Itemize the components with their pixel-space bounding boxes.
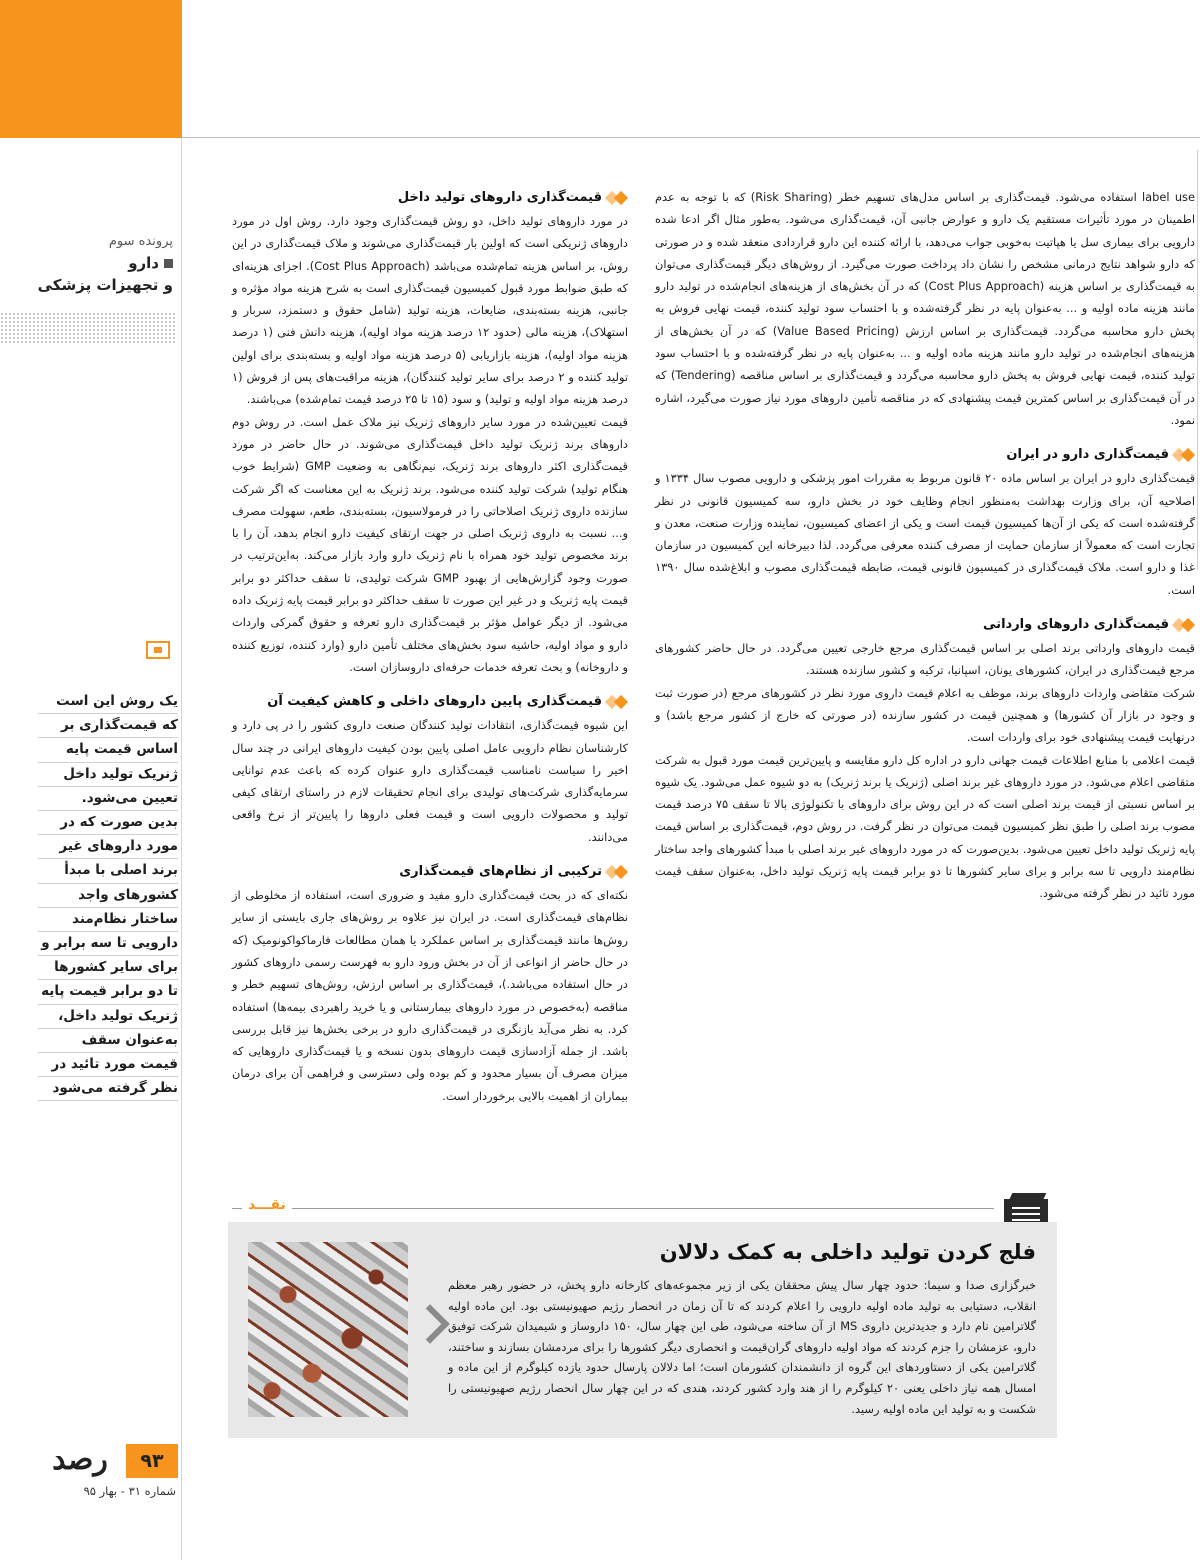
pull-quote-line: برای سایر کشورها [38,956,178,980]
body-paragraph: label use استفاده می‌شود. قیمت‌گذاری بر اساس مدل‌های تسهیم خطر (Risk Sharing) که با توجه به عدم اطمینان در مورد تأثیرات مستقیم یک دارو و عوارض جانبی آن، قیمت‌گذاری می‌شود. به‌طور مثال اگر ادعا شده دارویی برای بیماری سل یا هپاتیت به‌خوبی جواب می‌دهد، با ارائه کننده این دارو قراردادی منعقد شده و در صورتی که دارو شواهد نتایج درمانی مشخص را نشان داد پرداخت صورت می‌گیرد. از روش‌های دیگر قیمت‌گذاری می‌توان به قیمت‌گذاری بر اساس هزینه (Cost Plus Approach) که در آن بخش‌های از هزینه‌های انجام‌شده در تولید دارو مانند هزینه ماده اولیه و ... به‌عنوان پایه در نظر گرفته‌شده و با احتساب سود تولید کننده، قیمت نهایی فروش به پخش دارو محاسبه می‌گردد. قیمت‌گذاری بر اساس ارزش (Value Based Pricing) که در آن بخش‌های از هزینه‌های انجام‌شده در تولید دارو مانند هزینه ماده اولیه و ... به‌عنوان پایه در نظر گرفته‌شده و با احتساب سود تولید کننده، قیمت نهایی فروش به پخش دارو محاسبه می‌گردد و قیمت‌گذاری بر اساس مناقصه (Tendering) که در آن قیمت‌گذاری بر اساس کمترین قیمت پیشنهادی که در مناقصه تأمین داروهای مورد نیاز صورت می‌گیرد، اشاره نمود. [655,190,1195,427]
pull-quote-line: کشورهای واجد [38,884,178,908]
pull-quote-line: تعیین می‌شود. [38,787,178,811]
section-heading [655,613,1195,637]
dossier-label [20,232,173,296]
header-rule [182,137,1200,138]
body-paragraph: نکته‌ای که در بحث قیمت‌گذاری دارو مفید و ضروری است، استفاده از مخلوطی از نظام‌های قیمت‌گذاری است. در ایران نیز علاوه بر روش‌های جاری بایستی از سایر روش‌ها مانند قیمت‌گذاری بر اساس عملکرد یا همان مطالعات فارماکواکونومیک (که در حال حاضر از انواعی از آن در بخش ورود دارو به فهرست رسمی داروهای کشور در حال استفاده می‌باشد.)، قیمت‌گذاری بر اساس ارزش، روش‌های تسهیم خطر و مناقصه (به‌خصوص در مورد داروهای بیمارستانی و یا خرید راهبردی بیمه‌ها) استفاده کرد. به نظر می‌آید بازنگری در قیمت‌گذاری دارو در برخی بخش‌ها نیز قابل بررسی باشد. از جمله آزادسازی قیمت داروهای بدون نسخه و یا قیمت‌گذاری داروهایی که میزان مصرف آن بسیار محدود و کم بوده ولی دسترسی و فراهمی آن برای درمان بیماران از اهمیت بالایی برخوردار است. [232,888,628,1103]
section-heading [655,443,1195,467]
square-icon [164,259,173,268]
section-heading-text: قیمت‌گذاری داروهای تولید داخل [397,190,602,205]
critique-label: نقـــد [242,1197,292,1213]
sidebar-rule [181,138,182,1560]
section-heading-text: قیمت‌گذاری داروهای وارداتی [983,617,1169,633]
pull-quote [38,690,178,1101]
pull-quote-line: تا دو برابر قیمت پایه [38,980,178,1004]
pull-quote-line: دارویی تا سه برابر و [38,932,178,956]
article-column-right [655,186,1195,905]
margin-rule [1197,150,1198,570]
diamond-bullet-icon [1173,619,1195,631]
body-paragraph: قیمت تعیین‌شده در مورد سایر داروهای ژنریک نیز ملاک عمل است. در روش دوم داروهای برند ژنریک تولید داخل قیمت‌گذاری می‌شوند. در حال حاضر در مورد قیمت‌گذاری اکثر داروهای برند ژنریک، نیم‌نگاهی به وضعیت GMP (شرایط خوب هنگام تولید) شرکت تولید کننده می‌شود. برند ژنریک به این معناست که اگر شرکت سازنده داروی ژنریک اصلاحاتی را در فرمولاسیون، بسته‌بندی، طعم، سهولت مصرف و... نسبت به داروی ژنریک اصلی در جهت ارتقای کیفیت دارو انجام بدهد، آن را با برند مخصوص تولید خود همراه با نام ژنریک دارو وارد بازار می‌کند. به‌این‌ترتیب در صورت وجود گزارش‌هایی از بهبود GMP شرکت تولیدی، تا سقف حداکثر دو برابر قیمت پایه ژنریک و در غیر این صورت تا سقف حداکثر دو برابر قیمت پایه ژنریک داده می‌شود. از دیگر عوامل مؤثر بر قیمت‌گذاری دارو تعرفه و حقوق گمرکی واردات دارو و مواد اولیه، حاشیه سود بخش‌های مختلف تأمین دارو (وارد کننده، توزیع کننده و داروخانه) و بحث تعرفه خدمات حرفه‌ای داروسازان است. [232,414,628,674]
diamond-bullet-icon [1173,449,1195,461]
dossier-kicker: پرونده سوم [108,234,173,249]
critique-title: فلج کردن تولید داخلی به کمک دلالان [659,1240,1036,1264]
orange-square-icon [146,641,170,659]
pull-quote-line: مورد داروهای غیر [38,835,178,859]
diamond-bullet-icon [606,696,628,708]
body-paragraph: در مورد داروهای تولید داخل، دو روش قیمت‌گذاری وجود دارد. روش اول در مورد داروهای ژنریکی است که اولین بار قیمت‌گذاری می‌شوند و ملاک قیمت‌گذاری در این روش، بر اساس هزینه تمام‌شده می‌باشد (Cost Plus Approach). اجزای هزینه‌ای که طبق ضوابط مورد قبول کمیسیون قیمت‌گذاری است به شرح هزینه مواد مؤثره و جانبی، هزینه بسته‌بندی، ضایعات، هزینه تولید (شامل حقوق و دستمزد، سربار و استهلاک)، هزینه مالی (حدود ۱۲ درصد هزینه مواد اولیه)، هزینه دانش فنی (۱ درصد هزینه مواد اولیه)، هزینه بازاریابی (۵ درصد هزینه مواد اولیه و بسته‌بندی برای اولین تولید کننده و ۲ درصد برای سایر تولید کنندگان)، هزینه مراقبت‌های پس از فروش (۱ درصد هزینه مواد اولیه و تولید) و سود (۱۵ تا ۲۵ درصد قیمت تمام‌شده) می‌باشند. [232,214,628,407]
pull-quote-line: نظر گرفته می‌شود [38,1077,178,1101]
section-heading-text: قیمت‌گذاری پایین داروهای داخلی و کاهش کیفیت آن [267,694,602,710]
pull-quote-line: که قیمت‌گذاری بر [38,714,178,738]
dossier-title-line1: دارو [128,254,159,272]
section-heading [232,186,628,210]
issue-info: شماره ۳۱ - بهار ۹۵ [83,1484,176,1498]
pull-quote-line: برند اصلی با مبدأ [38,859,178,883]
pull-quote-line: قیمت مورد تائید در [38,1053,178,1077]
critique-rule [232,1208,994,1209]
dossier-title-line2: و تجهیزات پزشکی [37,276,173,294]
magazine-logo: رصد [52,1442,108,1477]
pills-photo [248,1242,408,1417]
body-paragraph: قیمت داروهای وارداتی برند اصلی بر اساس قیمت‌گذاری مرجع خارجی تعیین می‌گردد. در حال حاضر کشورهای مرجع قیمت‌گذاری در ایران، کشورهای یونان، اسپانیا، ترکیه و کشور سازنده هستند. [655,641,1195,678]
section-heading [232,690,628,714]
body-paragraph: قیمت اعلامی با منابع اطلاعات قیمت جهانی دارو در اداره کل دارو مقایسه و پایین‌ترین قیمت مورد قبول به شرکت متقاضی اعلام می‌شود. در مورد داروهای غیر برند اصلی (ژنریک یا برند ژنریک) به دو شیوه عمل می‌شود. یک شیوه بر اساس نسبتی از قیمت برند اصلی است که در این روش برای داروهای با تکنولوژی بالا تا سقف ۷۵ درصد قیمت مصوب برند اصلی را طبق نظر کمیسیون قیمت می‌توان در نظر گرفت. در روش دوم، قیمت‌گذاری بر اساس قیمت پایه ژنریک تولید داخل تعیین می‌شود. بدین‌صورت که در مورد داروهای غیر برند اصلی با مبدأ کشورهای واجد ساختار نظام‌مند دارویی تا سه برابر و برای سایر کشورها تا دو برابر قیمت پایه ژنریک تولید داخل، به‌عنوان سقف قیمت مورد تائید در نظر گرفته می‌شود. [655,752,1195,901]
body-paragraph: قیمت‌گذاری دارو در ایران بر اساس ماده ۲۰ قانون مربوط به مقررات امور پزشکی و دارویی مصوب سال ۱۳۳۴ و اصلاحیه آن، برای وزارت بهداشت به‌منظور انجام وظایف خود در بخش دارو، سه کمیسیون قانونی در نظر گرفته‌شده است که یکی از آن‌ها کمیسیون قیمت است و یکی از اعضای کمیسیون، نماینده وزارت صنعت، معدن و تجارت است که معمولاً از سازمان حمایت از مصرف کننده معرفی می‌گردد. لذا دبیرخانه این کمیسیون در سازمان غذا و دارو است. ملاک قیمت‌گذاری در کمیسیون قانونی قیمت، ضابطه قیمت‌گذاری مصوب و ابلاغ‌شده سال ۱۳۹۰ است. [655,471,1196,597]
pull-quote-line: ساختار نظام‌مند [38,908,178,932]
body-paragraph: شرکت متقاضی واردات داروهای برند، موظف به اعلام قیمت داروی مورد نظر در کشورهای مرجع (در صورت ثبت و وجود در بازار آن کشورها) و همچنین قیمت در کشور سازنده (در صورتی که خارج از کشور مرجع باشد) و درنهایت قیمت پیشنهادی خود برای واردات است. [655,685,1195,745]
pull-quote-line: به‌عنوان سقف [38,1029,178,1053]
diamond-bullet-icon [606,866,628,878]
pull-quote-line: ژنریک تولید داخل [38,763,178,787]
body-paragraph: این شیوه قیمت‌گذاری، انتقادات تولید کنندگان صنعت داروی کشور را در پی دارد و کارشناسان نظام دارویی عامل اصلی پایین بودن کیفیت داروهای ایرانی در چند سال اخیر را سیاست نامناسب قیمت‌گذاری دارو عنوان کرده که باعث عدم توانایی سرمایه‌گذاری شرکت‌های تولیدی برای انجام تحقیقات لازم در راستای ارتقای کیفی تولید و محصولات دارویی است و قیمت فعلی داروها را پایین‌تر از نرخ واقعی می‌دانند. [232,718,628,844]
pull-quote-line: بدین صورت که در [38,811,178,835]
section-heading-text: ترکیبی از نظام‌های قیمت‌گذاری [399,864,602,880]
critique-body: خبرگزاری صدا و سیما: حدود چهار سال پیش محققان یکی از زیر مجموعه‌های کارخانه دارو پخش، در حضور رهبر معظم انقلاب، دستیابی به تولید ماده اولیه دارویی را اعلام کردند که تا آن زمان در انحصار رژیم صهیونیستی بود. این ماده اولیه گلاترامین نام دارد و جدیدترین داروی MS از آن ساخته می‌شود، طی این چهار سال، ۱۵۰ داروساز و شیمیدان شرکت توفیق دارو، عزمشان را جزم کردند که مواد اولیه داروهای گران‌قیمت و انحصاری دیگر کشورها را برای مردمشان بسازند و ساختند، گلاترامین یکی از دستاوردهای این گروه از دانشمندان کشورمان است؛ اما دلالان پارسال حدود یازده کیلوگرم از این ماده و امسال همه نیاز داخلی یعنی ۲۰ کیلوگرم را از هند وارد کشور کردند، هندی که در این چهار سال انحصار رژیم صهیونیستی را شکست و به تولید این ماده اولیه رسید. [448,1278,1037,1416]
dossier-title [20,252,173,274]
critique-header [232,1195,1056,1223]
pull-quote-line: اساس قیمت پایه [38,738,178,762]
section-heading-text: قیمت‌گذاری دارو در ایران [1006,447,1169,463]
page-number: ۹۳ [126,1444,178,1478]
pull-quote-line: ژنریک تولید داخل، [38,1005,178,1029]
pull-quote-line: یک روش این است [38,690,178,714]
chevron-right-icon [414,1304,436,1348]
diamond-bullet-icon [606,192,628,204]
section-heading [232,860,628,884]
dot-pattern [0,312,176,344]
article-column-middle [232,186,628,1107]
top-color-block [0,0,182,138]
critique-box [228,1222,1057,1438]
